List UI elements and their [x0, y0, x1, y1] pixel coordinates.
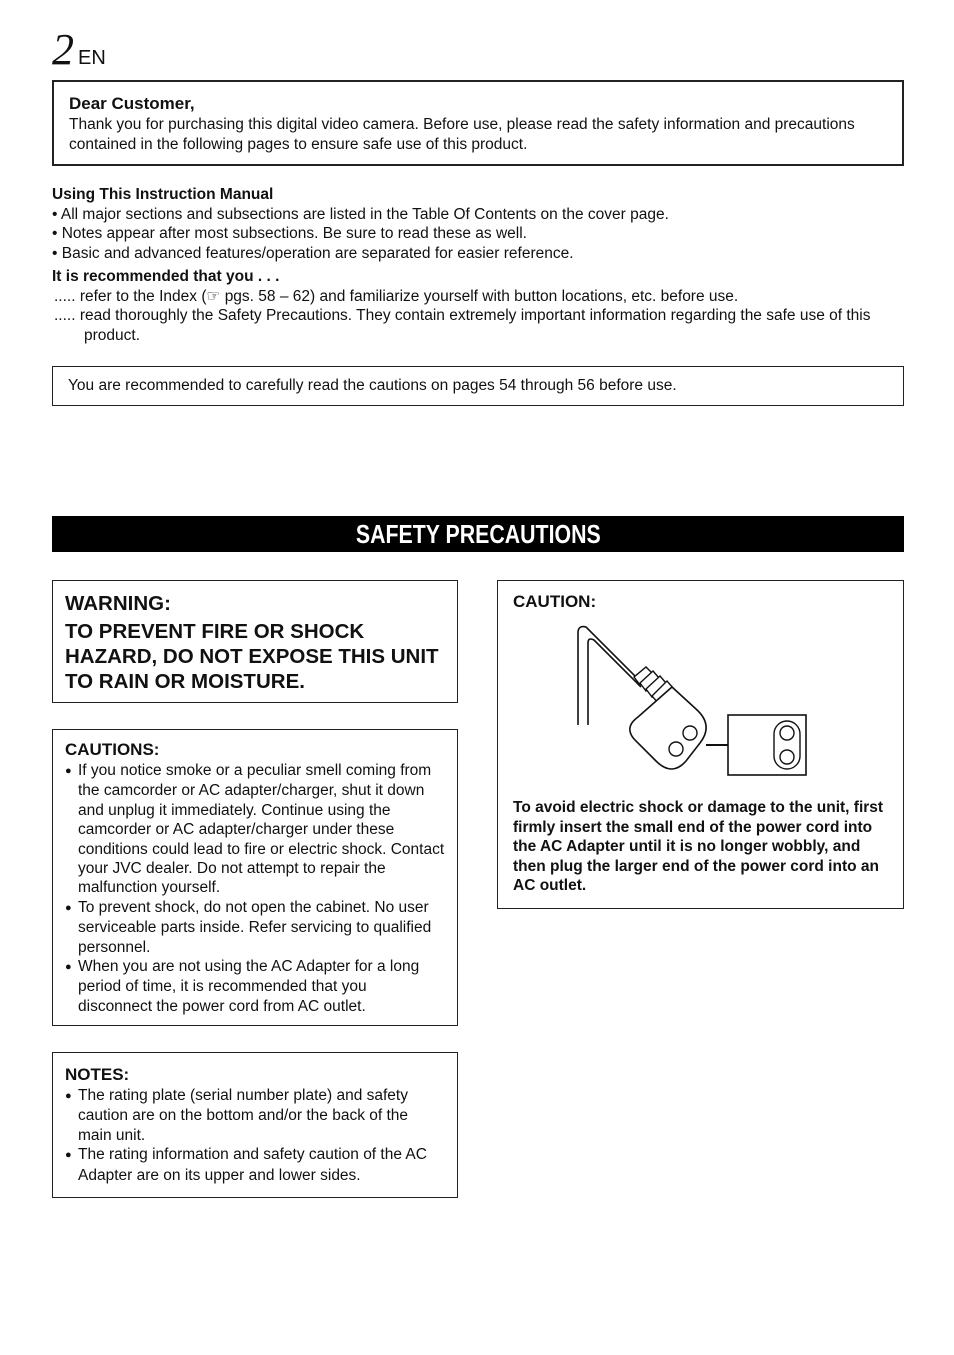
list-item: ..... read thoroughly the Safety Precautions. They contain extremely important information regarding the safe use of this product.	[54, 307, 871, 344]
warning-title: WARNING:	[65, 592, 171, 615]
section-banner	[52, 516, 904, 552]
list-item: ● The rating plate (serial number plate) and safety caution are on the bottom and/or the back of the main unit.	[65, 1086, 445, 1145]
section-title: SAFETY PRECAUTIONS	[355, 519, 601, 549]
intro-text: Thank you for purchasing this digital video camera. Before use, please read the safety information and precautions contained in the following pages to ensure safe use of this product.	[69, 116, 855, 153]
list-item: ..... refer to the Index (☞ pgs. 58 – 62) and familiarize yourself with button locations, etc. before use.	[54, 287, 739, 305]
list-item: ● When you are not using the AC Adapter for a long period of time, it is recommended that you disconnect the power cord from AC outlet.	[65, 957, 445, 1016]
warning-text: TO PREVENT FIRE OR SHOCK HAZARD, DO NOT EXPOSE THIS UNIT TO RAIN OR MOISTURE.	[65, 620, 439, 693]
language-label: EN	[78, 47, 106, 69]
recommend-heading: It is recommended that you . . .	[52, 268, 280, 285]
cautions-title: CAUTIONS:	[65, 740, 160, 759]
warning-box	[52, 580, 458, 703]
power-cord-plug-icon	[568, 621, 828, 781]
caution-title: CAUTION:	[513, 592, 597, 611]
list-item: • Notes appear after most subsections. Be sure to read these as well.	[52, 225, 527, 242]
cautions-box	[52, 729, 458, 1026]
greeting: Dear Customer,	[69, 94, 195, 113]
page-number: 2	[52, 25, 74, 74]
list-item: ● The rating information and safety caution of the AC Adapter are on its upper and lower sides.	[65, 1145, 445, 1185]
list-item: • Basic and advanced features/operation are separated for easier reference.	[52, 244, 574, 262]
notes-title: NOTES:	[65, 1065, 130, 1084]
recommend-box: You are recommended to carefully read the cautions on pages 54 through 56 before use.	[52, 366, 904, 406]
caution-box	[497, 580, 904, 909]
manual-usage-section	[52, 185, 904, 345]
list-item: ● If you notice smoke or a peculiar smell coming from the camcorder or AC adapter/charger, shut it down and unplug it immediately. Continue using the camcorder or AC adapter/charger under these conditions could lead to fire or electric shock. Contact your JVC dealer. Do not attempt to repair the malfunction yourself.	[65, 761, 445, 898]
page-header	[52, 25, 106, 74]
list-item: • All major sections and subsections are listed in the Table Of Contents on the cover page.	[52, 205, 669, 223]
caution-text: To avoid electric shock or damage to the unit, first firmly insert the small end of the power cord into the AC Adapter until it is no longer wobbly, and then plug the larger end of the power cord into an AC outlet.	[513, 799, 884, 894]
manual-heading: Using This Instruction Manual	[52, 186, 274, 203]
notes-box	[52, 1052, 458, 1198]
intro-box	[52, 80, 904, 166]
list-item: ● To prevent shock, do not open the cabinet. No user serviceable parts inside. Refer servicing to qualified personnel.	[65, 898, 445, 957]
